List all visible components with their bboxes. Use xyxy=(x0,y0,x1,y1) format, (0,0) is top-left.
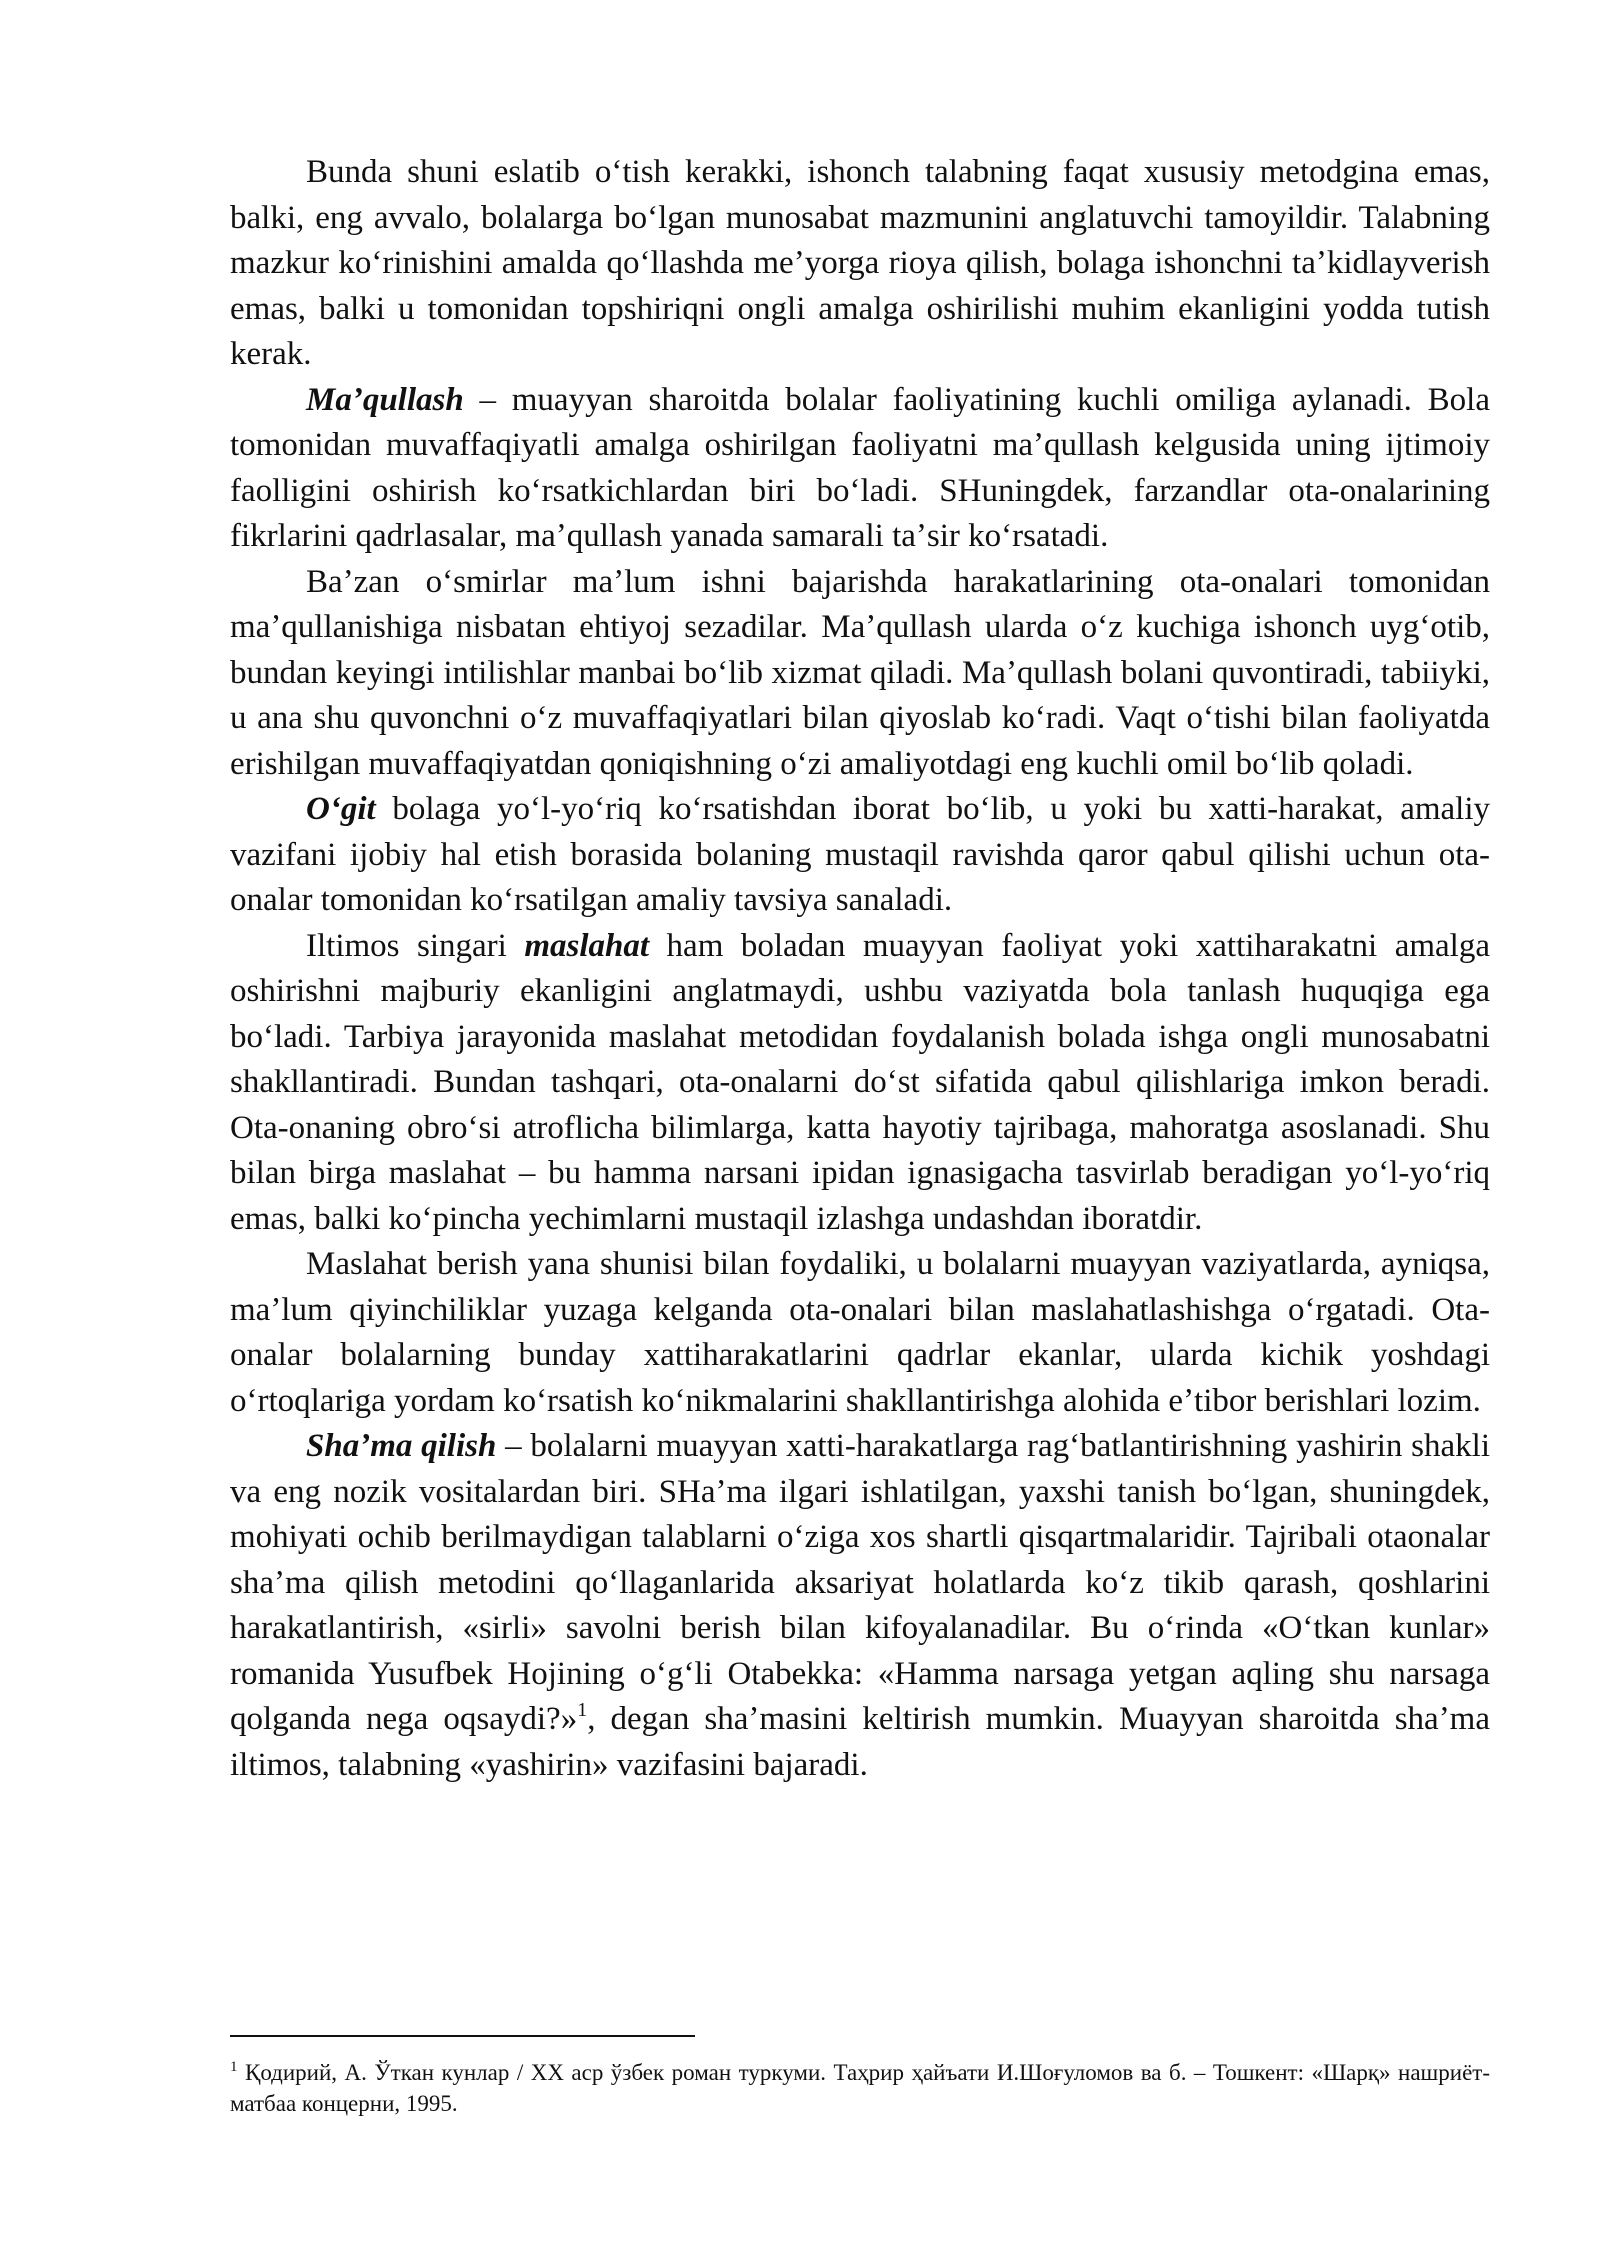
paragraph-text-continued: , degan shaʼmasini keltirish mumkin. Muayyan sharoitda shaʼma iltimos, talabning «yashirin» vazifasini bajaradi. xyxy=(230,1701,1490,1783)
term-approval: Maʼqullash xyxy=(306,381,464,418)
paragraph-hinting xyxy=(230,1424,1490,1788)
paragraph-text: ham boladan muayyan faoliyat yoki xattiharakatni amalga oshirishni majburiy ekanligini anglatmaydi, ushbu vaziyatda bola tanlash huquqiga ega boʻladi. Tarbiya jarayonida maslahat metodidan foydalanish bolada ishga ongli munosabatni shakllantiradi. Bundan tashqari, ota-onalarni doʻst sifatida qabul qilishlariga imkon beradi. Ota-onaning obroʻsi atroflicha bilimlarga, katta hayotiy tajribaga, mahoratga asoslanadi. Shu bilan birga maslahat – bu hamma narsani ipidan ignasigacha tasvirlab beradigan yoʻl-yoʻriq emas, balki koʻpincha yechimlarni mustaqil izlashga undashdan iboratdir. xyxy=(230,927,1490,1237)
paragraph-text: bolaga yoʻl-yoʻriq koʻrsatishdan iborat boʻlib, u yoki bu xatti-harakat, amaliy vazifani ijobiy hal etish borasida bolaning mustaqil ravishda qaror qabul qilishi uchun ota-onalar tomonidan koʻrsatilgan amaliy tavsiya sanaladi. xyxy=(230,791,1490,918)
paragraph-lead-in: Iltimos singari xyxy=(306,927,525,964)
footnote-reference[interactable]: 1 xyxy=(577,1699,588,1721)
paragraph-trust-requirement xyxy=(230,150,1490,378)
paragraph-text: Maslahat berish yana shunisi bilan foydaliki, u bolalarni muayyan vaziyatlarda, ayniqsa, maʼlum qiyinchiliklar yuzaga kelganda ota-onalari bilan maslahatlashishga oʻrgatadi. Ota-onalar bolalarning bunday xattiharakatlarini qadrlar ekanlar, ularda kichik yoshdagi oʻrtoqlariga yordam koʻrsatish koʻnikmalarini shakllantirishga alohida eʼtibor berishlari lozim. xyxy=(230,1246,1490,1419)
footnote xyxy=(230,2057,1490,2119)
paragraph-text: – muayyan sharoitda bolalar faoliyatining kuchli omiliga aylanadi. Bola tomonidan muvaffaqiyatli amalga oshirilgan faoliyatni maʼqullash kelgusida uning ijtimoiy faolligini oshirish koʻrsatkichlardan biri boʻladi. SHuningdek, farzandlar ota-onalarining fikrlarini qadrlasalar, maʼqullash yanada samarali taʼsir koʻrsatadi. xyxy=(230,381,1490,554)
term-counsel: maslahat xyxy=(524,927,650,964)
paragraph-text: – bolalarni muayyan xatti-harakatlarga ragʻbatlantirishning yashirin shakli va eng nozik vositalardan biri. SHaʼma ilgari ishlatilgan, yaxshi tanish boʻlgan, shuningdek, mohiyati ochib berilmaydigan talablarni oʻziga xos shartli qisqartmalaridir. Tajribali otaonalar shaʼma qilish metodini qoʻllaganlarida aksariyat holatlarda koʻz tikib qarash, qoshlarini harakatlantirish, «sirli» savolni berish bilan kifoyalanadilar. Bu oʻrinda «Oʻtkan kunlar» romanida Yusufbek Hojining oʻgʻli Otabekka: «Hamma narsaga yetgan aqling shu narsaga qolganda nega oqsaydi?» xyxy=(230,1428,1490,1737)
footnote-text: Қодирий, А. Ўткан кунлар / XX аср ўзбек роман туркуми. Таҳрир ҳайъати И.Шоғуломов ва б. – Тошкент: «Шарқ» нашриёт-матбаа концерни, 1995. xyxy=(230,2060,1490,2116)
document-page xyxy=(230,150,1490,1788)
footnote-number: 1 xyxy=(230,2059,238,2075)
footnote-divider xyxy=(230,2035,695,2037)
term-instruction: Oʻgit xyxy=(306,791,376,827)
paragraph-text: Baʼzan oʻsmirlar maʼlum ishni bajarishda harakatlarining ota-onalari tomonidan maʼqullanishiga nisbatan ehtiyoj sezadilar. Maʼqullash ularda oʻz kuchiga ishonch uygʻotib, bundan keyingi intilishlar manbai boʻlib xizmat qiladi. Maʼqullash bolani quvontiradi, tabiiyki, u ana shu quvonchni oʻz muvaffaqiyatlari bilan qiyoslab koʻradi. Vaqt oʻtishi bilan faoliyatda erishilgan muvaffaqiyatdan qoniqishning oʻzi amaliyotdagi eng kuchli omil boʻlib qoladi. xyxy=(230,563,1490,782)
paragraph-counsel-benefit xyxy=(230,1242,1490,1424)
term-hinting: Shaʼma qilish xyxy=(306,1428,497,1464)
paragraph-advice-instruction xyxy=(230,787,1490,924)
paragraph-text: Bunda shuni eslatib oʻtish kerakki, ishonch talabning faqat xususiy metodgina emas, balki, eng avvalo, bolalarga boʻlgan munosabat mazmunini anglatuvchi tamoyildir. Talabning mazkur koʻrinishini amalda qoʻllashda meʼyorga rioya qilish, bolaga ishonchni taʼkidlayverish emas, balki u tomonidan topshiriqni ongli amalga oshirilishi muhim ekanligini yodda tutish kerak. xyxy=(230,154,1490,372)
paragraph-counsel xyxy=(230,924,1490,1243)
paragraph-approval xyxy=(230,378,1490,560)
paragraph-teenagers-approval xyxy=(230,560,1490,788)
